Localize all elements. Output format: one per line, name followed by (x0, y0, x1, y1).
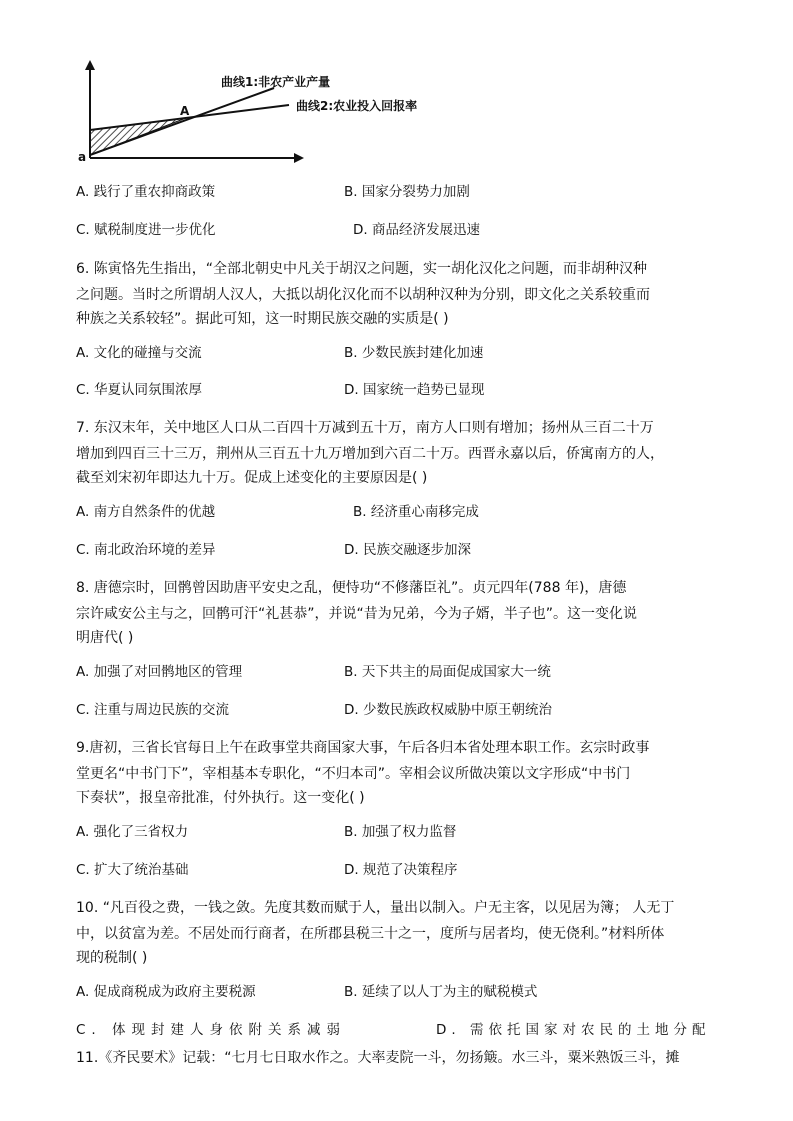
origin-label: a (78, 150, 87, 164)
x-axis-arrow (294, 153, 304, 163)
curve-figure (74, 58, 434, 168)
q10-stem-line: 10. “凡百役之费，一钱之敛。先度其数而赋于人，量出以制入。户无主客，以见居为簿； 人无丁 (76, 900, 675, 916)
q6-stem-line: 6. 陈寅恪先生指出，“全部北朝史中凡关于胡汉之问题，实一胡化汉化之问题，而非胡种汉种 (76, 261, 648, 277)
q7-stem-line: 增加到四百三十三万，荆州从三百五十九万增加到六百二十万。西晋永嘉以后，侨寓南方的人， (76, 446, 664, 462)
q9-stem-line: 9.唐初，三省长官每日上午在政事堂共商国家大事，午后各归本省处理本职工作。玄宗时政事 (76, 740, 650, 756)
q10-option-b: B. 延续了以人丁为主的赋税模式 (344, 984, 538, 1000)
q9-stem-line: 堂更名“中书门下”，宰相基本专职化，“不归本司”。宰相会议所做决策以文字形成“中书门 (76, 766, 631, 782)
curve-1-line (90, 88, 274, 155)
q6-stem-line: 之问题。当时之所谓胡人汉人，大抵以胡化汉化而不以胡种汉种为分别，即文化之关系较重而 (76, 287, 650, 303)
q6-stem-line: 种族之关系较轻”。据此可知，这一时期民族交融的实质是( ) (76, 311, 449, 327)
q6-option-c: C. 华夏认同氛围浓厚 (76, 382, 203, 398)
q7-stem-line: 7. 东汉末年，关中地区人口从二百四十万减到五十万，南方人口则有增加；扬州从三百二十万 (76, 420, 654, 436)
q6-option-b: B. 少数民族封建化加速 (344, 345, 484, 361)
q7-option-d: D. 民族交融逐步加深 (344, 542, 471, 558)
q8-stem-line: 明唐代( ) (76, 630, 134, 646)
curve-2-label: 曲线2:农业投入回报率 (296, 99, 418, 113)
q6-option-a: A. 文化的碰撞与交流 (76, 345, 202, 361)
q5-option-c: C. 赋税制度进一步优化 (76, 222, 216, 238)
curve-2-line (90, 105, 289, 130)
q7-option-a: A. 南方自然条件的优越 (76, 504, 216, 520)
q8-option-b: B. 天下共主的局面促成国家大一统 (344, 664, 551, 680)
q5-option-d: D. 商品经济发展迅速 (353, 222, 480, 238)
q7-option-c: C. 南北政治环境的差异 (76, 542, 216, 558)
q8-stem-line: 8. 唐德宗时，回鹘曾因助唐平安史之乱，便恃功“不修藩臣礼”。贞元四年(788 年)，唐德 (76, 580, 627, 596)
q9-option-c: C. 扩大了统治基础 (76, 862, 189, 878)
q9-stem-line: 下奏状”，报皇帝批准，付外执行。这一变化( ) (76, 790, 365, 806)
q10-option-a: A. 促成商税成为政府主要税源 (76, 984, 256, 1000)
q10-stem-line: 现的税制( ) (76, 950, 148, 966)
q8-stem-line: 宗许咸安公主与之，回鹘可汗“礼甚恭”，并说“昔为兄弟，今为子婿，半子也”。这一变化说 (76, 606, 638, 622)
q7-stem-line: 截至刘宋初年即达九十万。促成上述变化的主要原因是( ) (76, 470, 428, 486)
q10-option-d: D. 需依托国家对农民的土地分配 (436, 1022, 711, 1038)
q5-option-a: A. 践行了重农抑商政策 (76, 184, 216, 200)
q7-option-b: B. 经济重心南移完成 (353, 504, 479, 520)
q6-option-d: D. 国家统一趋势已显现 (344, 382, 485, 398)
q9-option-b: B. 加强了权力监督 (344, 824, 457, 840)
q10-stem-line: 中，以贫富为差。不居处而行商者，在所郡县税三十之一，度所与居者均，使无侥利。”材料所体 (76, 926, 665, 942)
curve-1-label: 曲线1:非农产业产量 (221, 75, 331, 89)
q5-option-b: B. 国家分裂势力加剧 (344, 184, 470, 200)
q9-option-a: A. 强化了三省权力 (76, 824, 189, 840)
q10-option-c: C. 体现封建人身依附关系减弱 (76, 1022, 347, 1038)
point-a-label: A (180, 104, 190, 118)
q8-option-d: D. 少数民族政权威胁中原王朝统治 (344, 702, 552, 718)
q9-option-d: D. 规范了决策程序 (344, 862, 458, 878)
q11-stem-line: 11.《齐民要术》记载：“七月七日取水作之。大率麦院一斗，勿扬簸。水三斗，粟米熟饭三斗，摊 (76, 1050, 680, 1066)
y-axis-arrow (85, 60, 95, 70)
q8-option-a: A. 加强了对回鹘地区的管理 (76, 664, 243, 680)
q8-option-c: C. 注重与周边民族的交流 (76, 702, 230, 718)
